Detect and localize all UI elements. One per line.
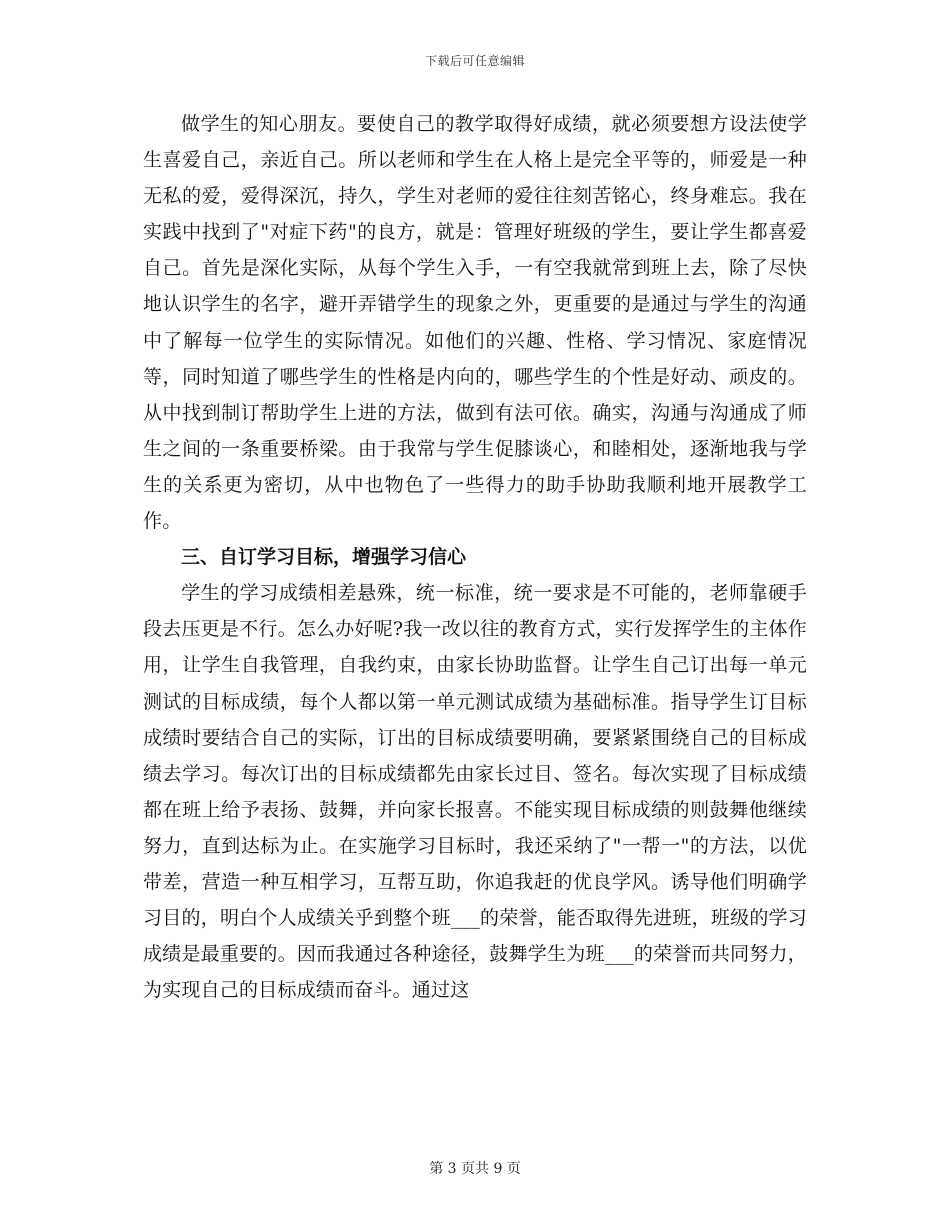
page-number: 第 3 页共 9 页 [429, 1161, 521, 1177]
paragraph-learning-goals: 学生的学习成绩相差悬殊，统一标准，统一要求是不可能的，老师靠硬手段去压更是不行。怎么办好呢?我一改以往的教育方式，实行发挥学生的主体作用，让学生自我管理，自我约束，由家长协助监督。让学生自己订出每一单元测试的目标成绩，每个人都以第一单元测试成绩为基础标准。指导学生订目标成绩时要结合自己的实际，订出的目标成绩要明确，要紧紧围绕自己的目标成绩去学习。每次订出的目标成绩都先由家长过目、签名。每次实现了目标成绩都在班上给予表扬、鼓舞，并向家长报喜。不能实现目标成绩的则鼓舞他继续努力，直到达标为止。在实施学习目标时，我还采纳了"一帮一"的方法，以优带差，营造一种互相学习，互帮互助，你追我赶的优良学风。诱导他们明确学习目的，明白个人成绩关乎到整个班___的荣誉，能否取得先进班，班级的学习成绩是最重要的。因而我通过各种途径，鼓舞学生为班___的荣誉而共同努力，为实现自己的目标成绩而奋斗。通过这 [143, 582, 807, 1002]
section-heading: 三、自订学习目标，增强学习信心 [181, 546, 467, 569]
paragraph-teacher-student-relationship: 做学生的知心朋友。要使自己的教学取得好成绩，就必须要想方设法使学生喜爱自己，亲近自己。所以老师和学生在人格上是完全平等的，师爱是一种无私的爱，爱得深沉，持久，学生对老师的爱往往刻苦铭心，终身难忘。我在实践中找到了"对症下药"的良方，就是：管理好班级的学生，要让学生都喜爱自己。首先是深化实际，从每个学生入手，一有空我就常到班上去，除了尽快地认识学生的名字，避开弄错学生的现象之外，更重要的是通过与学生的沟通中了解每一位学生的实际情况。如他们的兴趣、性格、学习情况、家庭情况等，同时知道了哪些学生的性格是内向的，哪些学生的个性是好动、顽皮的。从中找到制订帮助学生上进的方法，做到有法可依。确实，沟通与沟通成了师生之间的一条重要桥梁。由于我常与学生促膝谈心，和睦相处，逐渐地我与学生的关系更为密切，从中也物色了一些得力的助手协助我顺利地开展教学工作。 [143, 113, 807, 533]
document-body [143, 106, 807, 1008]
page-header: 下载后可任意编辑 [424, 54, 525, 68]
